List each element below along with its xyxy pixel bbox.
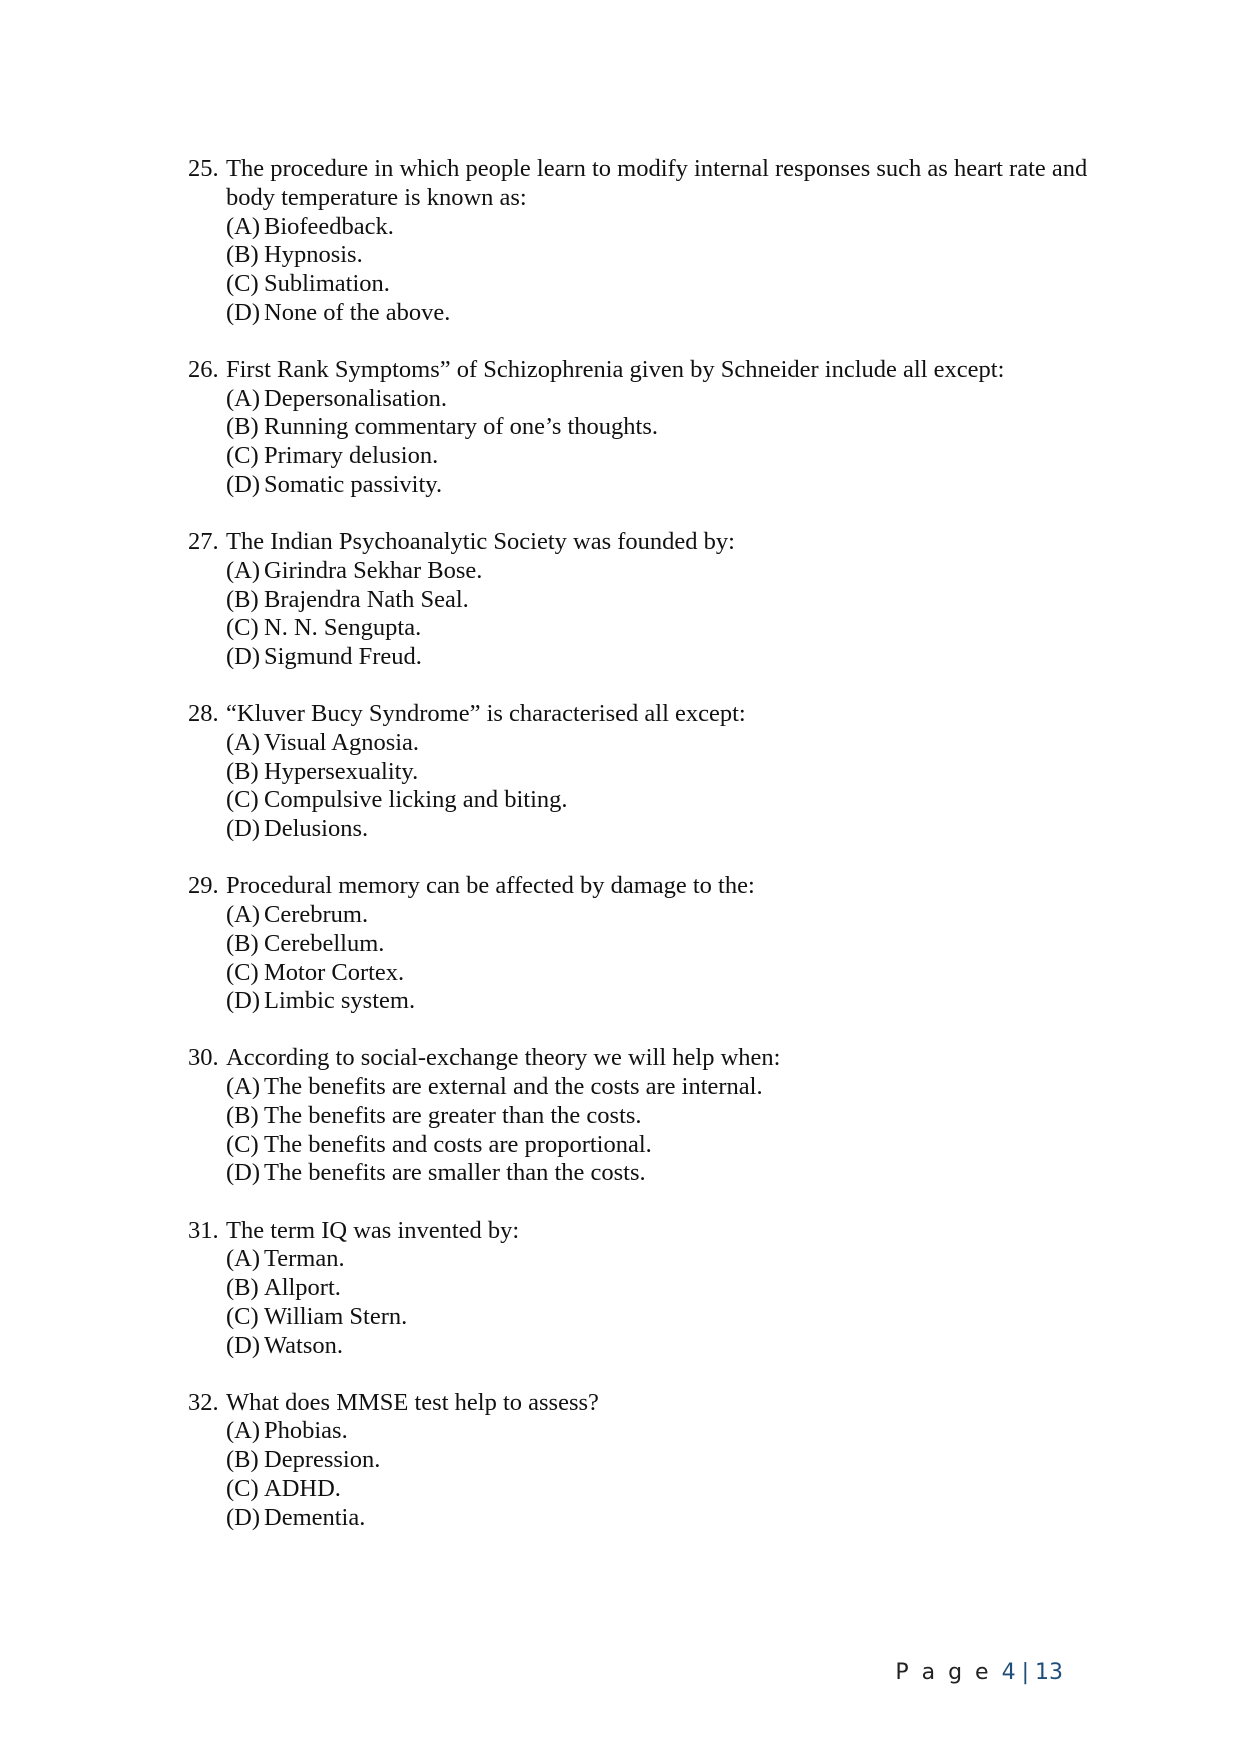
answer-option bbox=[188, 1332, 1088, 1361]
answer-option bbox=[188, 413, 1088, 442]
question-item bbox=[188, 1217, 1088, 1361]
question-text: The term IQ was invented by: bbox=[226, 1216, 520, 1244]
option-text: Visual Agnosia. bbox=[264, 728, 420, 756]
option-letter: (C) bbox=[226, 614, 259, 642]
question-number: 30. bbox=[188, 1044, 219, 1072]
option-letter: (D) bbox=[226, 643, 261, 671]
answer-option bbox=[188, 1475, 1088, 1504]
option-letter: (C) bbox=[226, 270, 259, 297]
option-text: None of the above. bbox=[264, 298, 451, 326]
option-letter: (B) bbox=[226, 757, 259, 785]
option-list bbox=[188, 557, 1088, 672]
question-text: “Kluver Bucy Syndrome” is characterised all except: bbox=[226, 700, 746, 728]
answer-option bbox=[188, 1159, 1088, 1188]
option-text: Running commentary of one’s thoughts. bbox=[264, 413, 658, 441]
option-text: The benefits are smaller than the costs. bbox=[264, 1159, 646, 1187]
option-letter: (D) bbox=[226, 987, 261, 1015]
answer-option bbox=[188, 786, 1088, 815]
option-text: ADHD. bbox=[264, 1474, 341, 1502]
option-text: Phobias. bbox=[264, 1417, 348, 1445]
option-text: Cerebellum. bbox=[264, 929, 385, 957]
question-number: 25. bbox=[188, 155, 219, 182]
option-letter: (D) bbox=[226, 1503, 261, 1531]
option-list bbox=[188, 213, 1088, 328]
option-letter: (C) bbox=[226, 1302, 259, 1330]
question-list bbox=[188, 155, 1088, 1561]
question-stem bbox=[188, 700, 1088, 729]
question-stem bbox=[188, 1044, 1088, 1073]
question-text: The Indian Psychoanalytic Society was founded by: bbox=[226, 528, 735, 556]
question-number: 29. bbox=[188, 872, 219, 900]
option-text: Biofeedback. bbox=[264, 212, 394, 240]
answer-option bbox=[188, 1303, 1088, 1332]
answer-option bbox=[188, 1102, 1088, 1131]
answer-option bbox=[188, 614, 1088, 643]
answer-option bbox=[188, 1274, 1088, 1303]
option-text: The benefits are greater than the costs. bbox=[264, 1101, 642, 1129]
option-text: Limbic system. bbox=[264, 987, 416, 1015]
answer-option bbox=[188, 959, 1088, 988]
question-stem bbox=[188, 356, 1088, 385]
answer-option bbox=[188, 1245, 1088, 1274]
question-text: Procedural memory can be affected by damage to the: bbox=[226, 872, 755, 900]
question-number: 27. bbox=[188, 528, 219, 556]
option-text: Girindra Sekhar Bose. bbox=[264, 556, 483, 584]
page-label: P a g e bbox=[895, 1660, 992, 1685]
question-item bbox=[188, 528, 1088, 672]
option-letter: (A) bbox=[226, 901, 261, 929]
option-letter: (B) bbox=[226, 1101, 259, 1129]
question-item bbox=[188, 1044, 1088, 1188]
page-separator: | bbox=[1021, 1660, 1029, 1685]
question-number: 26. bbox=[188, 355, 219, 383]
option-list bbox=[188, 385, 1088, 500]
answer-option bbox=[188, 1446, 1088, 1475]
option-letter: (C) bbox=[226, 958, 259, 986]
option-letter: (A) bbox=[226, 212, 261, 240]
question-stem bbox=[188, 155, 1088, 213]
answer-option bbox=[188, 241, 1088, 270]
option-text: Depersonalisation. bbox=[264, 384, 448, 412]
option-list bbox=[188, 901, 1088, 1016]
option-letter: (B) bbox=[226, 1446, 259, 1474]
option-letter: (C) bbox=[226, 1474, 259, 1502]
answer-option bbox=[188, 270, 1088, 299]
answer-option bbox=[188, 442, 1088, 471]
option-letter: (B) bbox=[226, 1274, 259, 1302]
option-letter: (A) bbox=[226, 384, 261, 412]
answer-option bbox=[188, 815, 1088, 844]
option-letter: (C) bbox=[226, 1130, 259, 1158]
option-text: Sublimation. bbox=[264, 270, 390, 297]
option-text: Cerebrum. bbox=[264, 901, 369, 929]
option-text: Primary delusion. bbox=[264, 442, 439, 470]
option-list bbox=[188, 1245, 1088, 1360]
answer-option bbox=[188, 385, 1088, 414]
answer-option bbox=[188, 299, 1088, 328]
question-item bbox=[188, 872, 1088, 1016]
option-letter: (D) bbox=[226, 298, 261, 326]
option-text: Hypnosis. bbox=[264, 241, 363, 269]
option-letter: (B) bbox=[226, 413, 259, 441]
option-text: Hypersexuality. bbox=[264, 757, 419, 785]
option-text: Delusions. bbox=[264, 815, 369, 843]
answer-option bbox=[188, 643, 1088, 672]
answer-option bbox=[188, 471, 1088, 500]
option-text: Somatic passivity. bbox=[264, 470, 443, 498]
option-letter: (A) bbox=[226, 1073, 261, 1101]
current-page-number: 4 bbox=[1001, 1660, 1016, 1685]
answer-option bbox=[188, 213, 1088, 242]
question-item bbox=[188, 155, 1088, 328]
total-pages: 13 bbox=[1035, 1660, 1063, 1685]
answer-option bbox=[188, 557, 1088, 586]
question-item bbox=[188, 700, 1088, 844]
option-letter: (A) bbox=[226, 1417, 261, 1445]
option-letter: (C) bbox=[226, 442, 259, 470]
option-text: Dementia. bbox=[264, 1503, 366, 1531]
option-letter: (C) bbox=[226, 786, 259, 814]
option-text: Motor Cortex. bbox=[264, 958, 405, 986]
question-number: 28. bbox=[188, 700, 219, 728]
answer-option bbox=[188, 1131, 1088, 1160]
answer-option bbox=[188, 987, 1088, 1016]
option-text: Terman. bbox=[264, 1245, 345, 1273]
page-footer bbox=[895, 1660, 1063, 1685]
question-stem bbox=[188, 528, 1088, 557]
option-text: The benefits and costs are proportional. bbox=[264, 1130, 652, 1158]
answer-option bbox=[188, 586, 1088, 615]
option-text: Watson. bbox=[264, 1331, 344, 1359]
answer-option bbox=[188, 1417, 1088, 1446]
question-number: 32. bbox=[188, 1388, 219, 1416]
option-list bbox=[188, 1073, 1088, 1188]
question-stem bbox=[188, 872, 1088, 901]
answer-option bbox=[188, 930, 1088, 959]
option-text: William Stern. bbox=[264, 1302, 408, 1330]
option-text: Brajendra Nath Seal. bbox=[264, 585, 469, 613]
option-letter: (B) bbox=[226, 929, 259, 957]
option-text: Allport. bbox=[264, 1274, 341, 1302]
question-item bbox=[188, 356, 1088, 500]
question-stem bbox=[188, 1389, 1088, 1418]
option-letter: (D) bbox=[226, 1331, 261, 1359]
option-text: Compulsive licking and biting. bbox=[264, 786, 568, 814]
question-item bbox=[188, 1389, 1088, 1533]
option-text: Sigmund Freud. bbox=[264, 643, 422, 671]
question-text: First Rank Symptoms” of Schizophrenia given by Schneider include all except: bbox=[226, 355, 1005, 383]
answer-option bbox=[188, 1073, 1088, 1102]
option-letter: (D) bbox=[226, 470, 261, 498]
option-letter: (D) bbox=[226, 1159, 261, 1187]
option-letter: (A) bbox=[226, 556, 261, 584]
answer-option bbox=[188, 758, 1088, 787]
question-stem bbox=[188, 1217, 1088, 1246]
answer-option bbox=[188, 1504, 1088, 1533]
option-letter: (B) bbox=[226, 585, 259, 613]
option-letter: (A) bbox=[226, 1245, 261, 1273]
answer-option bbox=[188, 901, 1088, 930]
option-text: The benefits are external and the costs are internal. bbox=[264, 1073, 763, 1101]
question-text: According to social-exchange theory we will help when: bbox=[226, 1044, 781, 1072]
option-list bbox=[188, 729, 1088, 844]
question-text: What does MMSE test help to assess? bbox=[226, 1388, 599, 1416]
option-list bbox=[188, 1417, 1088, 1532]
option-letter: (D) bbox=[226, 815, 261, 843]
answer-option bbox=[188, 729, 1088, 758]
question-text: The procedure in which people learn to modify internal responses such as heart rate and body temperature is known as: bbox=[226, 155, 1088, 211]
option-letter: (B) bbox=[226, 241, 259, 269]
option-text: N. N. Sengupta. bbox=[264, 614, 422, 642]
option-letter: (A) bbox=[226, 728, 261, 756]
option-text: Depression. bbox=[264, 1446, 381, 1474]
question-number: 31. bbox=[188, 1216, 219, 1244]
